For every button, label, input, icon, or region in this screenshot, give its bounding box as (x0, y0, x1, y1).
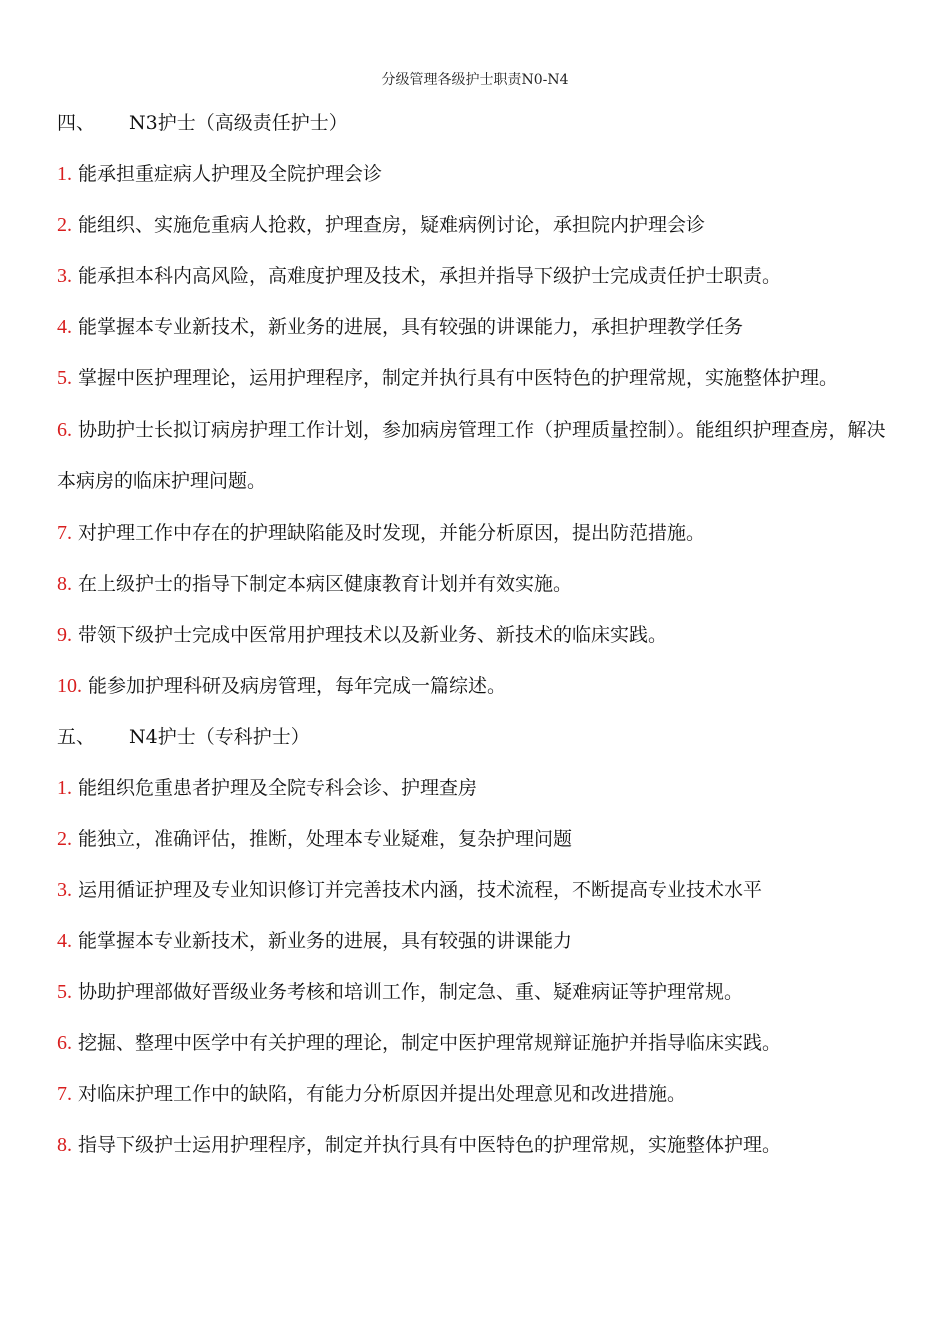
item-index: 6. (57, 1032, 72, 1054)
item-index: 1. (57, 163, 72, 185)
list-item (57, 1126, 887, 1164)
item-index: 7. (57, 1083, 72, 1105)
item-index: 2. (57, 828, 72, 850)
item-text: 能独立，准确评估，推断，处理本专业疑难，复杂护理问题 (78, 828, 573, 850)
item-index: 1. (57, 777, 72, 799)
list-item (57, 565, 887, 603)
item-text: 能承担重症病人护理及全院护理会诊 (78, 163, 383, 185)
item-text: 对护理工作中存在的护理缺陷能及时发现，并能分析原因，提出防范措施。 (78, 522, 706, 544)
item-text: 能掌握本专业新技术，新业务的进展，具有较强的讲课能力 (78, 930, 573, 952)
item-text: 带领下级护士完成中医常用护理技术以及新业务、新技术的临床实践。 (78, 624, 668, 646)
item-text: 协助护理部做好晋级业务考核和培训工作，制定急、重、疑难病证等护理常规。 (78, 981, 744, 1003)
item-index: 3. (57, 879, 72, 901)
item-index: 8. (57, 1134, 72, 1156)
item-index: 3. (57, 265, 72, 287)
section-number: 四、 (57, 112, 96, 134)
item-index: 5. (57, 981, 72, 1003)
list-item (57, 1075, 887, 1113)
section-title: N4护士（专科护士） (129, 726, 310, 748)
item-index: 7. (57, 522, 72, 544)
item-index: 8. (57, 573, 72, 595)
item-text: 对临床护理工作中的缺陷，有能力分析原因并提出处理意见和改进措施。 (78, 1083, 687, 1105)
list-item (57, 922, 887, 960)
item-text: 指导下级护士运用护理程序，制定并执行具有中医特色的护理常规，实施整体护理。 (78, 1134, 782, 1156)
item-index: 4. (57, 930, 72, 952)
section-number: 五、 (57, 726, 96, 748)
item-text: 能参加护理科研及病房管理，每年完成一篇综述。 (88, 675, 507, 697)
list-item (57, 405, 887, 507)
document-body (57, 104, 887, 1177)
list-item (57, 206, 887, 244)
item-index: 4. (57, 316, 72, 338)
list-item (57, 973, 887, 1011)
list-item (57, 820, 887, 858)
list-item (57, 871, 887, 909)
item-text: 挖掘、整理中医学中有关护理的理论，制定中医护理常规辩证施护并指导临床实践。 (78, 1032, 782, 1054)
item-text: 能承担本科内高风险，高难度护理及技术，承担并指导下级护士完成责任护士职责。 (78, 265, 782, 287)
section-title: N3护士（高级责任护士） (129, 112, 348, 134)
item-index: 5. (57, 367, 72, 389)
list-item (57, 155, 887, 193)
list-item (57, 1024, 887, 1062)
item-text: 协助护士长拟订病房护理工作计划，参加病房管理工作（护理质量控制）。能组织护理查房，解决本病房的临床护理问题。 (57, 419, 886, 492)
item-index: 9. (57, 624, 72, 646)
item-index: 2. (57, 214, 72, 236)
list-item (57, 353, 887, 404)
item-text: 能组织危重患者护理及全院专科会诊、护理查房 (78, 777, 478, 799)
section-heading-n3 (57, 104, 887, 142)
item-text: 掌握中医护理理论，运用护理程序，制定并执行具有中医特色的护理常规，实施整体护理。 (78, 367, 839, 389)
item-text: 在上级护士的指导下制定本病区健康教育计划并有效实施。 (78, 573, 573, 595)
item-text: 运用循证护理及专业知识修订并完善技术内涵，技术流程，不断提高专业技术水平 (78, 879, 763, 901)
list-item (57, 667, 887, 705)
page-header: 分级管理各级护士职责N0-N4 (381, 72, 569, 88)
list-item (57, 308, 887, 346)
item-text: 能组织、实施危重病人抢救，护理查房，疑难病例讨论，承担院内护理会诊 (78, 214, 706, 236)
list-item (57, 616, 887, 654)
item-index: 10. (57, 675, 82, 697)
section-heading-n4 (57, 718, 887, 756)
item-text: 能掌握本专业新技术，新业务的进展，具有较强的讲课能力，承担护理教学任务 (78, 316, 744, 338)
list-item (57, 769, 887, 807)
list-item (57, 514, 887, 552)
item-index: 6. (57, 419, 72, 441)
list-item (57, 257, 887, 295)
